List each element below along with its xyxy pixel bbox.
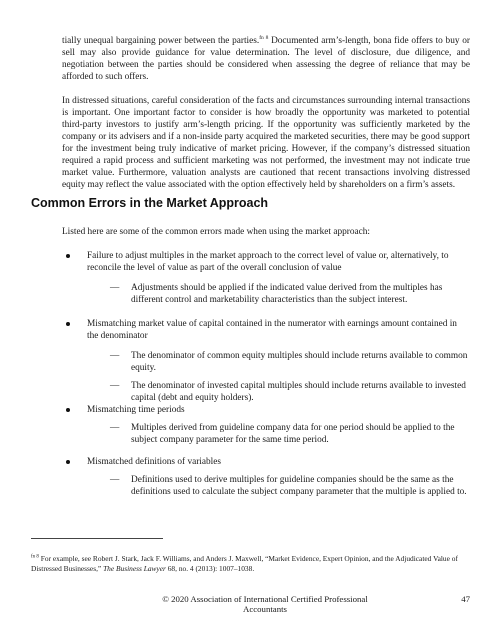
footnote-text-end: 68, no. 4 (2013): 1007–1038.	[165, 564, 255, 573]
bullet-text: Mismatching market value of capital contained in the numerator with earnings amount contained in the denominator	[87, 319, 457, 341]
footnote-text-start: For example, see Robert J. Stark, Jack F. Williams, and Anders J. Maxwell, “Market Evidence, Expert Opinion, and the Adjudicated Value of Distressed Businesses,”	[31, 554, 458, 573]
footnote-mark: fn 8	[31, 554, 39, 560]
footnote-divider	[31, 538, 163, 539]
sub-item-text: Multiples derived from guideline company data for one period should be applied to the subject company parameter for the same time period.	[131, 423, 455, 445]
sub-item-text: The denominator of common equity multiples should include returns available to common equity.	[131, 351, 468, 373]
sub-item-text: Definitions used to derive multiples for guideline companies should be the same as the definitions used to calculate the subject company parameter that the multiple is applied to.	[131, 475, 467, 497]
sub-item	[110, 350, 470, 374]
bullet-dot-icon	[66, 322, 70, 326]
sub-item	[110, 282, 470, 306]
footer-copyright: © 2020 Association of International Certified Professional Accountants	[162, 594, 368, 614]
sub-item	[110, 422, 470, 446]
footnote-reference[interactable]: fn 8	[259, 34, 269, 41]
dash-icon: —	[110, 475, 120, 485]
bullet-item	[62, 250, 470, 274]
paragraph-distressed-situations: In distressed situations, careful consideration of the facts and circumstances surrounding internal transactions is important. One important factor to consider is how broadly the opportunity was marketed to potential third-party investors to justify arm’s-length pricing. If the opportunity was sufficiently marketed by the company or its advisers and if a non-inside party acquired the marketed securities, there may be good support for the investment being truly indicative of market pricing. However, if the company’s distressed situation required a rapid process and sufficient marketing was not performed, the investment may not indicate true market value. Furthermore, valuation analysts are cautioned that recent transactions involving distressed equity may reflect the value associated with the option effectively held by shareholders on a firm’s assets.	[62, 96, 470, 190]
bullet-item	[62, 318, 470, 342]
dash-icon: —	[110, 283, 120, 293]
bullet-text: Failure to adjust multiples in the market approach to the correct level of value or, alternatively, to reconcile the level of value as part of the overall conclusion of value	[87, 251, 449, 273]
paragraph-offers-text-start: tially unequal bargaining power between the parties.	[62, 36, 260, 46]
paragraph-offers	[62, 35, 470, 83]
sub-item-text: The denominator of invested capital multiples should include returns available to invested capital (debt and equity holders).	[131, 381, 466, 403]
sub-item-text: Adjustments should be applied if the indicated value derived from the multiples has different control and marketability characteristics than the subject interest.	[131, 283, 443, 305]
bullet-text: Mismatching time periods	[87, 405, 185, 415]
paragraph-offers-text-end: Documented arm’s-length, bona fide offers to buy or sell may also provide guidance for value determination. The level of disclosure, due diligence, and negotiation between the parties should be considered when assessing the degree of reliance that may be afforded to such offers.	[62, 36, 470, 82]
bullet-dot-icon	[66, 460, 70, 464]
section-heading: Common Errors in the Market Approach	[31, 196, 269, 210]
dash-icon: —	[110, 351, 120, 361]
section-intro: Listed here are some of the common errors made when using the market approach:	[62, 227, 370, 237]
dash-icon: —	[110, 381, 120, 391]
bullet-item	[62, 404, 470, 416]
footnote-journal-title: The Business Lawyer	[103, 564, 166, 573]
bullet-item	[62, 456, 470, 468]
footnote	[31, 554, 471, 574]
dash-icon: —	[110, 423, 120, 433]
bullet-dot-icon	[66, 408, 70, 412]
bullet-dot-icon	[66, 254, 70, 258]
page-number: 47	[461, 594, 470, 604]
bullet-text: Mismatched definitions of variables	[87, 457, 221, 467]
sub-item	[110, 474, 470, 498]
sub-item	[110, 380, 470, 404]
